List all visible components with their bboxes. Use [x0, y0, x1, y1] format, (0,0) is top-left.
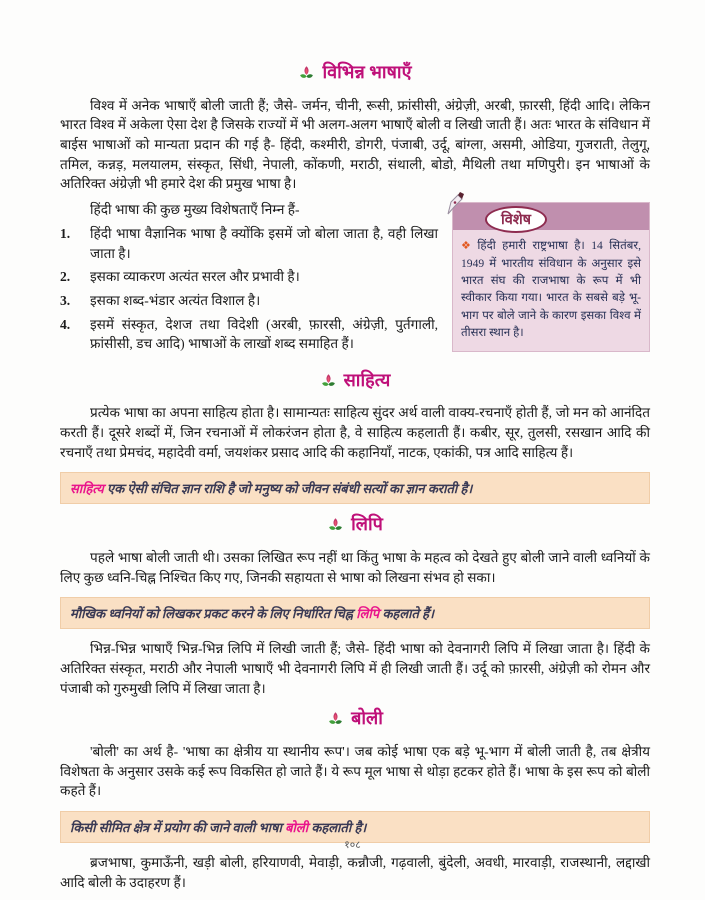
list-item — [60, 291, 438, 311]
list-number: 1. — [60, 225, 71, 241]
heading-text: बोली — [351, 708, 383, 729]
bar-text: कहलाती है। — [308, 820, 367, 836]
special-box-title: विशेष — [485, 206, 547, 233]
boli-paragraph-1: 'बोली' का अर्थ है- 'भाषा का क्षेत्रीय या स्थानीय रूप'। जब कोई भाषा एक बड़े भू-भाग में बोली जाती है, तब क्षेत्रीय विशेषता के अनुसार उसके कई रूप विकसित हो जाते हैं। ये रूप मूल भाषा से थोड़ा हटकर होते हैं। भाषा के इस रूप को बोली कहते हैं। — [60, 743, 650, 799]
special-box-text: हिंदी हमारी राष्ट्रभाषा है। 14 सितंबर, 1949 में भारतीय संविधान के अनुसार इसे भारत संघ की राजभाषा के रूप में भी स्वीकार किया गया। भारत के सबसे बड़े भू-भाग पर बोले जाने के कारण इसका विश्व में तीसरा स्थान है। — [461, 239, 641, 340]
sahitya-paragraph: प्रत्येक भाषा का अपना साहित्य होता है। सामान्यतः साहित्य सुंदर अर्थ वाली वाक्य-रचनाएँ होती हैं, जो मन को आनंदित करती हैं। दूसरे शब्दों में, जिन रचनाओं में लोकरंजन होता है, वे साहित्य कहलाती हैं। कबीर, सूर, तुलसी, रसखान आदि की रचनाएँ तथा प्रेमचंद, महादेवी वर्मा, जयशंकर प्रसाद आदि की कहानियाँ, नाटक, एकांकी, पत्र आदि साहित्य हैं। — [60, 405, 650, 460]
list-text: इसका व्याकरण अत्यंत सरल और प्रभावी है। — [90, 269, 300, 285]
list-number: 3. — [60, 292, 71, 308]
languages-paragraph: विश्व में अनेक भाषाएँ बोली जाती हैं; जैसे- जर्मन, चीनी, रूसी, फ्रांसीसी, अंग्रेज़ी, अरबी, फ़ारसी, हिंदी आदि। लेकिन भारत विश्व में अकेला ऐसा देश है जिसके राज्यों में भी अलग-अलग भाषाएँ बोली व लिखी जाती हैं। अतः भारत के संविधान में बाईस भाषाओं को मान्यता प्रदान की गई है- हिंदी, कश्मीरी, डोगरी, पंजाबी, उर्दू, बांग्ला, असमी, ओडिया, गुजराती, तेलुगू, तमिल, कन्नड़, मलयालम, संस्कृत, सिंधी, नेपाली, कोंकणी, मराठी, संथाली, बोडो, मैथिली तथा मणिपुरी। इन भाषाओं के अतिरिक्त अंग्रेज़ी भी हमारे देश की प्रमुख भाषा है। — [60, 97, 650, 192]
boli-paragraph-2: ब्रजभाषा, कुमाऊँनी, खड़ी बोली, हरियाणवी, मेवाड़ी, कन्नौजी, गढ़वाली, बुंदेली, अवधी, मारवाड़ी, राजस्थानी, लद्दाखी आदि बोली के उदाहरण हैं। — [60, 855, 650, 890]
list-text: इसमें संस्कृत, देशज तथा विदेशी (अरबी, फ़ारसी, अंग्रेज़ी, पुर्तगाली, फ्रांसीसी, डच आदि) भाषाओं के लाखों शब्द समाहित हैं। — [90, 316, 438, 352]
bar-keyword: लिपि — [356, 606, 380, 622]
list-text: हिंदी भाषा वैज्ञानिक भाषा है क्योंकि इसमें जो बोला जाता है, वही लिखा जाता है। — [90, 225, 438, 261]
section-heading-lipi — [60, 514, 650, 540]
lipi-paragraph-1: पहले भाषा बोली जाती थी। उसका लिखित रूप नहीं था किंतु भाषा के महत्व को देखते हुए बोली जाने वाली ध्वनियों के लिए कुछ ध्वनि-चिह्न निश्चित किए गए, जिनकी सहायता से भाषा को लिखना संभव हो सका। — [60, 549, 650, 585]
bar-keyword: साहित्य — [70, 481, 104, 497]
bar-text: मौखिक ध्वनियों को लिखकर प्रकट करने के लिए निर्धारित चिह्न — [70, 606, 357, 622]
bar-keyword: बोली — [285, 820, 309, 836]
heading-text: साहित्य — [343, 369, 391, 390]
list-item — [60, 224, 438, 263]
heading-text: विभिन्न भाषाएँ — [322, 62, 412, 82]
definition-bar-sahitya — [60, 472, 650, 504]
special-box — [452, 202, 650, 351]
section-heading-boli — [60, 708, 650, 734]
section-heading-languages — [60, 62, 650, 88]
flower-icon — [298, 65, 315, 88]
list-item — [60, 315, 438, 354]
lipi-paragraph-2: भिन्न-भिन्न भाषाएँ भिन्न-भिन्न लिपि में लिखी जाती हैं; जैसे- हिंदी भाषा को देवनागरी लिपि में लिखा जाता है। हिंदी के अतिरिक्त संस्कृत, मराठी और नेपाली भाषाएँ भी देवनागरी लिपि में ही लिखी जाती हैं। उर्दू को फ़ारसी, अंग्रेज़ी को रोमन और पंजाबी को गुरुमुखी लिपि में लिखा जाता है। — [60, 641, 650, 696]
pen-nib-icon — [444, 192, 470, 223]
page-number: १०८ — [344, 840, 361, 851]
list-number: 4. — [60, 316, 71, 332]
list-number: 2. — [60, 269, 71, 285]
special-box-body — [453, 230, 649, 350]
list-text: इसका शब्द-भंडार अत्यंत विशाल है। — [90, 292, 261, 308]
definition-bar-lipi — [60, 597, 650, 629]
diamond-bullet-icon: ❖ — [461, 240, 475, 253]
bar-text: एक ऐसी संचित ज्ञान राशि है जो मनुष्य को जीवन संबंधी सत्यों का ज्ञान कराती है। — [103, 481, 473, 497]
list-item — [60, 267, 438, 287]
bar-text: किसी सीमित क्षेत्र में प्रयोग की जाने वाली भाषा — [70, 820, 286, 836]
flower-icon — [327, 711, 344, 734]
flower-icon — [327, 517, 344, 540]
flower-icon — [320, 373, 337, 396]
bar-text: कहलाते हैं। — [379, 606, 434, 622]
heading-text: लिपि — [351, 514, 383, 535]
features-intro: हिंदी भाषा की कुछ मुख्य विशेषताएँ निम्न हैं- — [90, 202, 300, 218]
section-heading-sahitya — [60, 370, 650, 396]
special-box-header — [453, 203, 649, 230]
